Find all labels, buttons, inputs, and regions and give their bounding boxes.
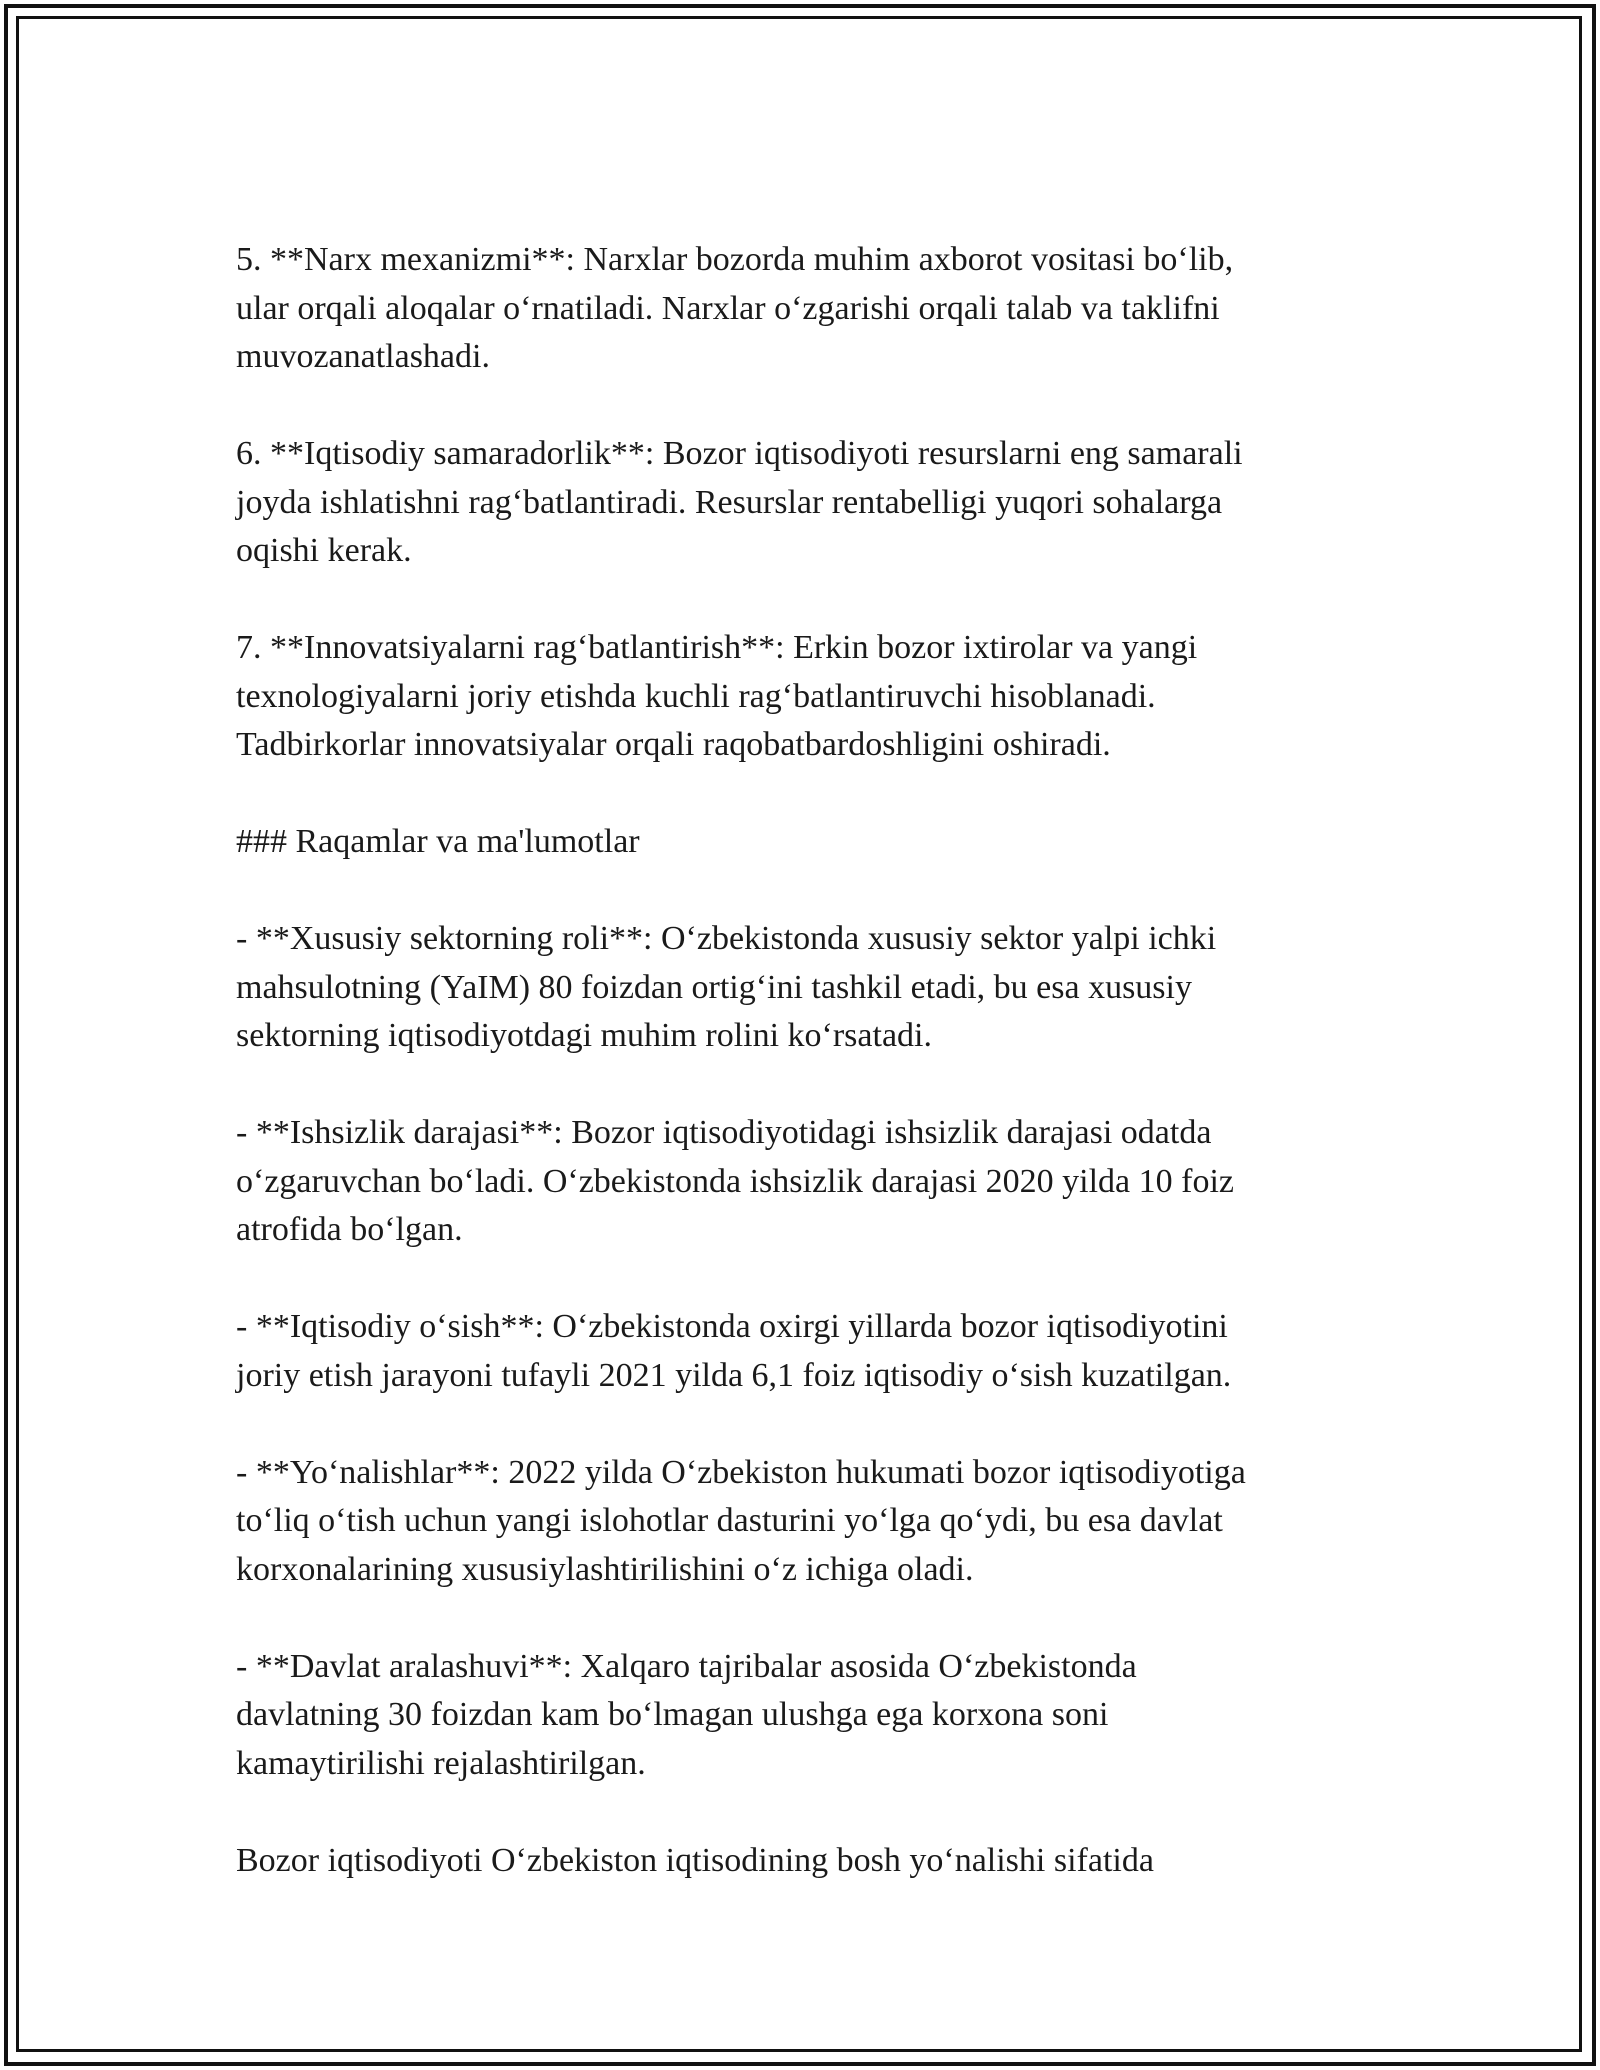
text-line: 5. **Narx mexanizmi**: Narxlar bozorda muhim axborot vositasi bo‘lib,: [236, 241, 1234, 278]
text-line: muvozanatlashadi.: [236, 338, 490, 375]
text-line: - **Ishsizlik darajasi**: Bozor iqtisodiyotidagi ishsizlik darajasi odatda: [236, 1114, 1212, 1151]
text-line: davlatning 30 foizdan kam bo‘lmagan ulushga ega korxona soni: [236, 1696, 1109, 1733]
text-line: joyda ishlatishni rag‘batlantiradi. Resurslar rentabelligi yuqori sohalarga: [236, 483, 1223, 521]
text-line: sektorning iqtisodiyotdagi muhim rolini ko‘rsatadi.: [236, 1017, 932, 1054]
text-line: Bozor iqtisodiyoti O‘zbekiston iqtisodining bosh yo‘nalishi sifatida: [236, 1841, 1154, 1879]
text-line: - **Xususiy sektorning roli**: O‘zbekistonda xususiy sektor yalpi ichki: [236, 920, 1217, 957]
text-line: ### Raqamlar va ma'lumotlar: [236, 823, 640, 860]
paragraph: [236, 818, 1366, 867]
text-line: 7. **Innovatsiyalarni rag‘batlantirish**: Erkin bozor ixtirolar va yangi: [236, 629, 1198, 666]
text-line: texnologiyalarni joriy etishda kuchli rag‘batlantiruvchi hisoblanadi.: [236, 677, 1156, 715]
paragraph: [236, 430, 1366, 576]
paragraph: [236, 624, 1366, 770]
paragraph: [236, 915, 1366, 1061]
text-line: atrofida bo‘lgan.: [236, 1211, 463, 1248]
text-line: o‘zgaruvchan bo‘ladi. O‘zbekistonda ishsizlik darajasi 2020 yilda 10 foiz: [236, 1162, 1234, 1200]
text-line: - **Yo‘nalishlar**: 2022 yilda O‘zbekiston hukumati bozor iqtisodiyotiga: [236, 1453, 1246, 1491]
paragraph: [236, 1449, 1366, 1595]
text-line: - **Davlat aralashuvi**: Xalqaro tajribalar asosida O‘zbekistonda: [236, 1647, 1137, 1685]
text-line: mahsulotning (YaIM) 80 foizdan ortig‘ini tashkil etadi, bu esa xususiy: [236, 968, 1192, 1006]
document-body: [236, 236, 1366, 1885]
paragraph: [236, 236, 1366, 382]
paragraph: [236, 1643, 1366, 1789]
paragraph: [236, 1837, 1366, 1886]
text-line: joriy etish jarayoni tufayli 2021 yilda 6,1 foiz iqtisodiy o‘sish kuzatilgan.: [236, 1356, 1232, 1394]
text-line: ular orqali aloqalar o‘rnatiladi. Narxlar o‘zgarishi orqali talab va taklifni: [236, 289, 1220, 327]
text-line: Tadbirkorlar innovatsiyalar orqali raqobatbardoshligini oshiradi.: [236, 726, 1111, 763]
text-line: to‘liq o‘tish uchun yangi islohotlar dasturini yo‘lga qo‘ydi, bu esa davlat: [236, 1502, 1223, 1539]
paragraph: [236, 1109, 1366, 1255]
paragraph: [236, 1303, 1366, 1400]
text-line: - **Iqtisodiy o‘sish**: O‘zbekistonda oxirgi yillarda bozor iqtisodiyotini: [236, 1308, 1228, 1345]
text-line: oqishi kerak.: [236, 532, 412, 569]
text-line: 6. **Iqtisodiy samaradorlik**: Bozor iqtisodiyoti resurslarni eng samarali: [236, 435, 1243, 472]
text-line: kamaytirilishi rejalashtirilgan.: [236, 1744, 646, 1782]
text-line: korxonalarining xususiylashtirilishini o‘z ichiga oladi.: [236, 1550, 974, 1588]
